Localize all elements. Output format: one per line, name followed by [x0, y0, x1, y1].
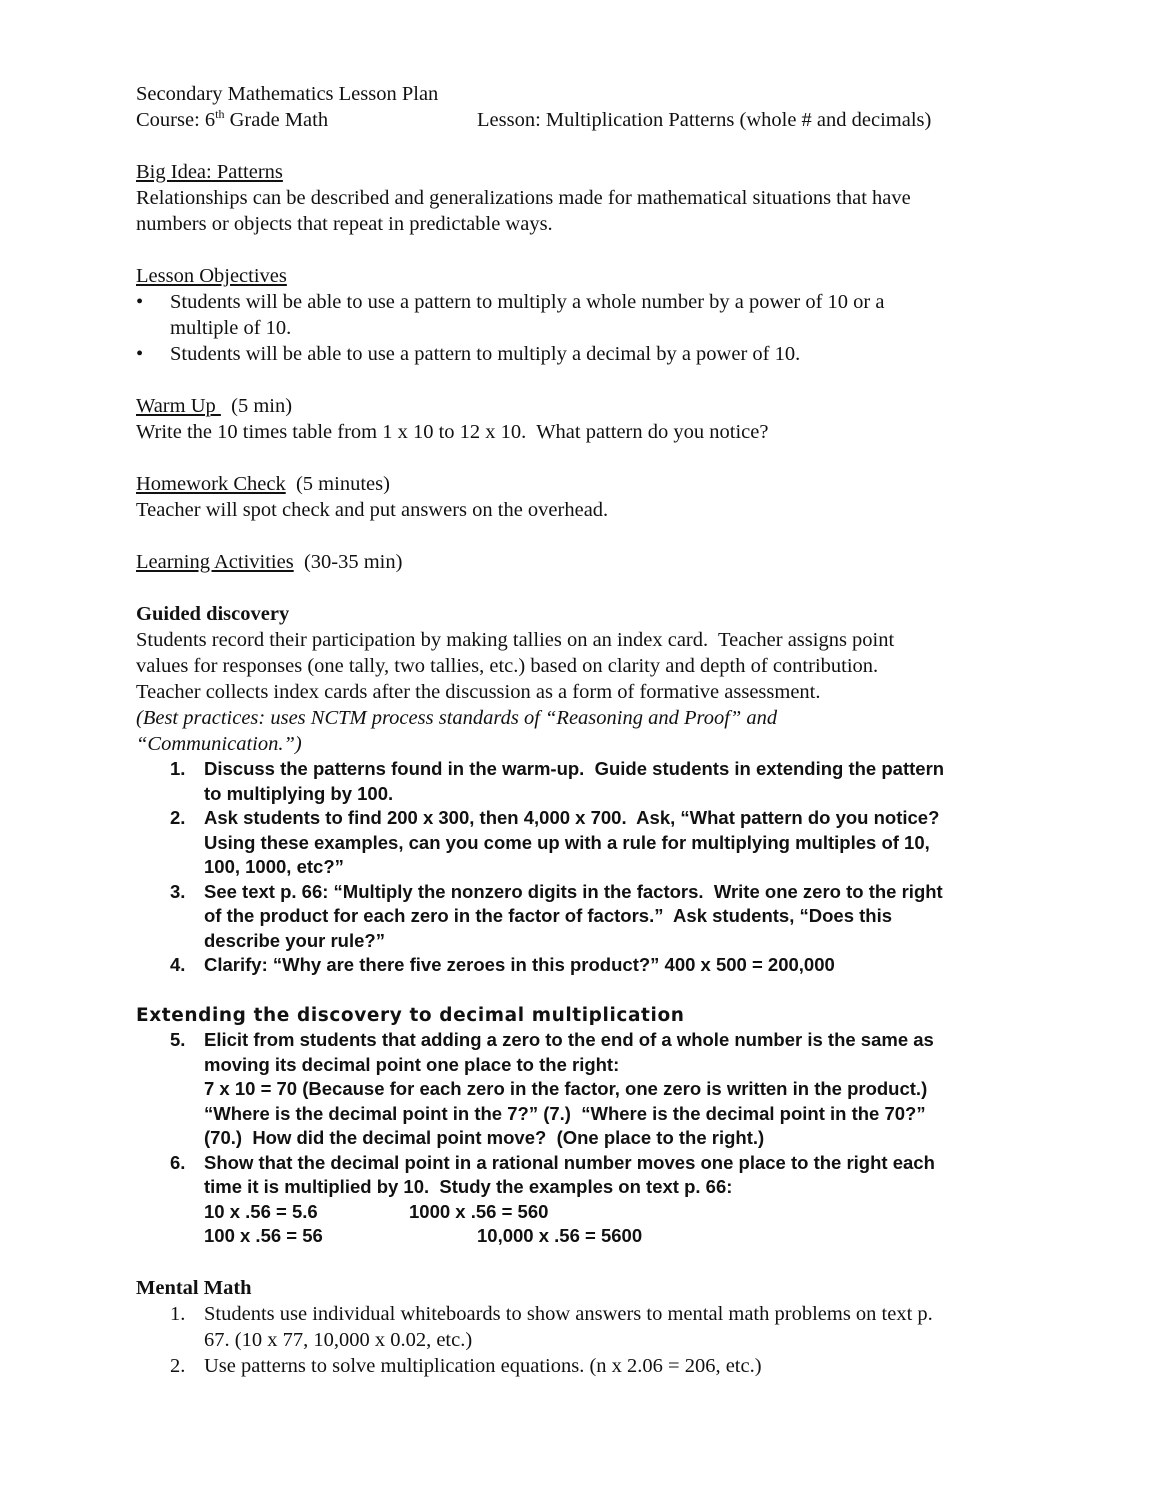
step-item: 1. Discuss the patterns found in the warm-up. Guide students in extending the pattern to multiplying by 100. — [170, 758, 945, 804]
guided-steps-list — [136, 757, 1036, 978]
extending-heading: Extending the discovery to decimal multiplication — [136, 1004, 685, 1026]
mental-math-item: 1. Students use individual whiteboards to show answers to mental math problems on text p. 67. (10 x 77, 10,000 x 0.02, etc.) — [170, 1302, 933, 1351]
objective-item: • Students will be able to use a pattern to multiply a decimal by a power of 10. — [136, 343, 801, 365]
step-item: 5. Elicit from students that adding a zero to the end of a whole number is the same as moving its decimal point one place to the right: 7 x 10 = 70 (Because for each zero in the factor, one zero is written in the product.) “Where is the decimal point in the 7?” (7.) “Where is the decimal point in the 70?” (70.) How did the decimal point move? (One place to the right.) — [170, 1029, 934, 1148]
objectives-list — [136, 289, 1036, 367]
example: 10,000 x .56 = 5600 — [477, 1225, 643, 1246]
big-idea-text-line: numbers or objects that repeat in predictable ways. — [136, 213, 553, 235]
objectives-heading: Lesson Objectives — [136, 265, 287, 287]
step-item: 3. See text p. 66: “Multiply the nonzero digits in the factors. Write one zero to the right of the product for each zero in the factor of factors.” Ask students, “Does this describe your rule?” — [170, 880, 943, 951]
document-title: Secondary Mathematics Lesson Plan — [136, 83, 439, 105]
warm-up-text: Write the 10 times table from 1 x 10 to 12 x 10. What pattern do you notice? — [136, 421, 769, 443]
guided-text-line: Students record their participation by making tallies on an index card. Teacher assigns point — [136, 629, 895, 651]
homework-text: Teacher will spot check and put answers on the overhead. — [136, 499, 609, 521]
example-row — [204, 1224, 1036, 1249]
step-item: 6. Show that the decimal point in a rational number moves one place to the right each time it is multiplied by 10. Study the examples on text p. 66: 10 x .56 = 5.6 1000 x .56 = 560 100 x .56 = 56 10,000 x .56 = 5600 — [136, 1151, 1036, 1249]
extending-steps-list — [136, 1028, 1036, 1249]
example: 10 x .56 = 5.6 — [204, 1200, 318, 1222]
lesson-label: Lesson: Multiplication Patterns (whole # and decimals) — [477, 109, 932, 131]
example-row — [204, 1200, 1036, 1225]
step-item: 2. Ask students to find 200 x 300, then 4,000 x 700. Ask, “What pattern do you notice? Using these examples, can you come up with a rule for multiplying multiples of 10, 100, 1000, etc?” — [170, 807, 940, 877]
mental-math-heading: Mental Math — [136, 1276, 252, 1299]
mental-math-list — [136, 1301, 1036, 1379]
best-practices-note: (Best practices: uses NCTM process standards of “Reasoning and Proof” and — [136, 707, 778, 729]
lesson-plan-page — [136, 81, 1036, 1379]
bullet-icon: • — [136, 343, 144, 365]
mental-math-item: 2. Use patterns to solve multiplication equations. (n x 2.06 = 206, etc.) — [170, 1354, 762, 1377]
homework-heading: Homework Check (5 minutes) — [136, 473, 390, 495]
guided-text-line: values for responses (one tally, two tallies, etc.) based on clarity and depth of contribution. — [136, 655, 879, 677]
warm-up-heading: Warm Up (5 min) — [136, 395, 293, 417]
big-idea-text-line: Relationships can be described and generalizations made for mathematical situations that have — [136, 187, 911, 209]
course-row — [136, 107, 1036, 133]
step-item: 4. Clarify: “Why are there five zeroes in this product?” 400 x 500 = 200,000 — [170, 954, 835, 975]
big-idea-heading: Big Idea: Patterns — [136, 161, 283, 183]
bullet-icon: • — [136, 291, 144, 313]
learning-activities-heading: Learning Activities (30-35 min) — [136, 551, 403, 573]
objective-item: • Students will be able to use a pattern to multiply a whole number by a power of 10 or a multiple of 10. — [136, 291, 885, 339]
example: 1000 x .56 = 560 — [409, 1200, 549, 1222]
guided-text-line: Teacher collects index cards after the discussion as a form of formative assessment. — [136, 681, 821, 703]
course-label: Course: 6th Grade Math — [136, 107, 329, 131]
guided-discovery-heading: Guided discovery — [136, 603, 290, 625]
best-practices-note: “Communication.”) — [136, 733, 302, 755]
example: 100 x .56 = 56 — [204, 1225, 323, 1246]
